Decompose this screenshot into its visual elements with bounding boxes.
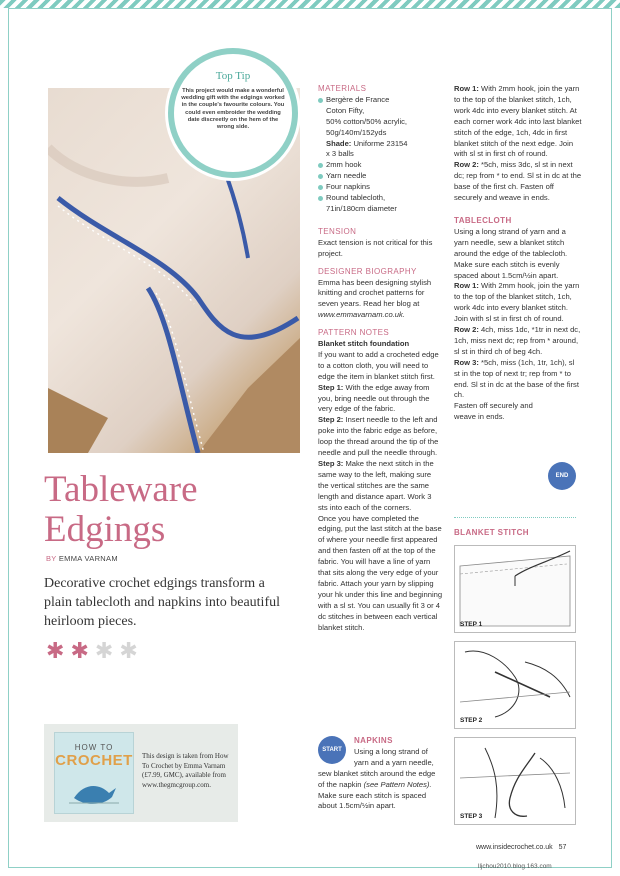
materials-needle: Yarn needle [318, 171, 443, 182]
materials-heading: MATERIALS [318, 84, 367, 93]
step-text: Insert needle to the left and poke into the fabric edge as before, loop the thread around the tip of the needle and pull the needle through. [318, 415, 439, 458]
watermark: lljchou2010.blog.163.com [478, 863, 552, 870]
row-label: Row 3: [454, 357, 479, 367]
byline [46, 554, 118, 563]
tablecloth-intro: Using a long strand of yarn and a yarn needle, sew a blanket stitch around the edge of the tablecloth. Make sure each stitch is evenly spaced about 1.5cm/½in apart. [454, 226, 568, 280]
top-stripe [0, 0, 620, 8]
tension-text: Exact tension is not critical for this project. [318, 237, 433, 258]
napkins-ref: (see Pattern Notes). [363, 779, 432, 789]
row-text: With 2mm hook, join the yarn to the top of the blanket stitch, 1ch, work 4dc into every blanket stitch. Join with sl st in first ch of round. [454, 281, 580, 324]
step-label: Step 1: [318, 382, 344, 392]
step-3-illustration [454, 737, 576, 825]
difficulty-rating [46, 640, 138, 662]
blanket-stitch-heading: BLANKET STITCH [454, 528, 529, 537]
tablecloth-line: Round tablecloth, [326, 193, 386, 203]
section-divider [454, 517, 576, 518]
row-text: *5ch, miss 3dc, sl st in next dc; rep from * to end. Sl st in dc at the base of the first ch. Fasten off securely and weave in ends. [454, 160, 582, 203]
bio-text [318, 278, 443, 322]
book-cover-title: CROCHET [55, 752, 133, 769]
bio-body: Emma has been designing stylish knitting and crochet patterns for seven years. Read her blog at [318, 277, 432, 309]
pattern-step-2 [318, 415, 443, 459]
tablecloth-row-2 [454, 325, 582, 358]
tablecloth-outro: Fasten off securely and weave in ends. [454, 401, 533, 422]
article-title [44, 470, 198, 550]
top-tip-text: This project would make a wonderful wedding gift with the edgings worked in the couple's favourite colours. You could even embroider the wedding date discreetly on the hem of the wrong side. [181, 88, 285, 131]
yarn-line: 50g/140m/152yds [326, 127, 387, 137]
materials-napkins: Four napkins [318, 182, 443, 193]
row-text: With 2mm hook, join the yarn to the top of the blanket stitch, 1ch, work 4dc into every blanket stitch. At each corner work 4dc into last blanket stitch of the edge, 1ch, 4dc in first blanket stitch of the next edge. Join with sl st in first ch of round. [454, 84, 582, 159]
bio-url[interactable]: www.emmavarnam.co.uk. [318, 310, 405, 320]
column-1 [318, 84, 443, 634]
pattern-notes-sub: Blanket stitch foundation [318, 339, 410, 349]
yarn-line: Coton Fifty, [326, 105, 365, 115]
star-icon: ✱ [70, 638, 89, 663]
step-2-illustration [454, 641, 576, 729]
byline-author: EMMA VARNAM [58, 554, 118, 563]
materials-tablecloth [318, 193, 443, 215]
row-label: Row 1: [454, 84, 479, 93]
step-label: Step 2: [318, 415, 344, 425]
top-tip-badge [168, 48, 298, 178]
napkins-text: Using a long strand of yarn and a yarn needle, sew blanket stitch around the edge of the napkin [318, 746, 436, 789]
napkin-row-1 [454, 84, 582, 160]
title-line-1: Tableware [44, 469, 198, 510]
pattern-notes-heading: PATTERN NOTES [318, 328, 390, 338]
footer-site[interactable]: www.insidecrochet.co.uk [476, 844, 553, 851]
shade-line [326, 139, 443, 150]
pattern-notes-intro: If you want to add a crocheted edge to a cotton cloth, you will need to edge the item in blanket stitch first. [318, 349, 439, 381]
materials-yarn [318, 95, 443, 160]
standfirst: Decorative crochet edgings transform a plain tablecloth and napkins into beautiful heirloom pieces. [44, 576, 280, 629]
napkins-heading: NAPKINS [354, 736, 393, 745]
step-1-label: STEP 1 [460, 621, 483, 628]
pattern-step-1 [318, 383, 443, 416]
step-label: Step 3: [318, 459, 344, 468]
page-number: 57 [558, 844, 567, 851]
end-badge: END [548, 462, 576, 490]
step-text: With the edge away from you, bring needle out through the very edge of the fabric. [318, 382, 430, 414]
pattern-step-3 [318, 459, 443, 514]
book-cover [54, 732, 134, 814]
row-label: Row 1: [454, 281, 479, 291]
star-icon: ✱ [94, 638, 114, 663]
shade-label: Shade: [326, 138, 352, 148]
yarn-line: 50% cotton/50% acrylic, [326, 116, 408, 126]
bio-heading: DESIGNER BIOGRAPHY [318, 266, 417, 276]
napkin-row-2 [454, 160, 582, 204]
page-footer [476, 844, 566, 851]
tablecloth-line: 71in/180cm diameter [326, 203, 397, 213]
shade-value: Uniforme 23154 [353, 138, 408, 148]
step-2-label: STEP 2 [460, 717, 483, 724]
row-text: *5ch, miss (1ch, 1tr, 1ch), sl st in the top of next tr; rep from * to end. Sl st in dc at the base of the first ch. [454, 357, 579, 400]
step-1-illustration [454, 545, 576, 633]
title-line-2: Edgings [44, 509, 166, 550]
row-text: 4ch, miss 1dc, *1tr in next dc, 1ch, miss next dc; rep from * around, sl st in third ch of beg 4ch. [454, 325, 581, 356]
step-3-label: STEP 3 [460, 813, 483, 820]
tension-heading: TENSION [318, 226, 357, 236]
book-promo [44, 724, 238, 822]
row-label: Row 2: [454, 160, 479, 170]
napkins-text-2: Make sure each stitch is spaced about 1.5cm/½in apart. [318, 790, 427, 811]
book-cover-small: HOW TO [74, 743, 114, 752]
row-label: Row 2: [454, 325, 479, 335]
bird-icon [64, 773, 124, 813]
column-2 [454, 84, 582, 423]
yarn-line: Bergère de France [326, 94, 390, 104]
tablecloth-row-3 [454, 358, 582, 402]
tablecloth-row-1 [454, 281, 582, 325]
yarn-qty: x 3 balls [326, 149, 354, 159]
start-badge: START [318, 736, 346, 764]
byline-by: BY [46, 554, 57, 563]
materials-hook: 2mm hook [318, 160, 443, 171]
top-tip-title: Top Tip [215, 70, 251, 82]
tablecloth-heading: TABLECLOTH [454, 215, 512, 225]
star-icon: ✱ [119, 638, 138, 663]
star-icon: ✱ [46, 638, 65, 663]
pattern-notes-outro: Once you have completed the edging, put the last stitch at the base of where your needle first appeared and then fasten off at the top of the fabric. You will have a line of yarn that sits along the very edge of your fabric. Attach your yarn by slipping your hk under this line and beginning with a sl st. You can usually fit 3 or 4 dc stitches in between each vertical blanket stitch. [318, 513, 443, 632]
step-text: Make the next stitch in the same way to the left, making sure the vertical stitches are the same length and distance apart. Work 3 sts into each of the corners. [318, 459, 434, 512]
book-credit: This design is taken from How To Crochet by Emma Varnam (£7.99, GMC), available from www.thegmcgroup.com. [142, 752, 229, 789]
